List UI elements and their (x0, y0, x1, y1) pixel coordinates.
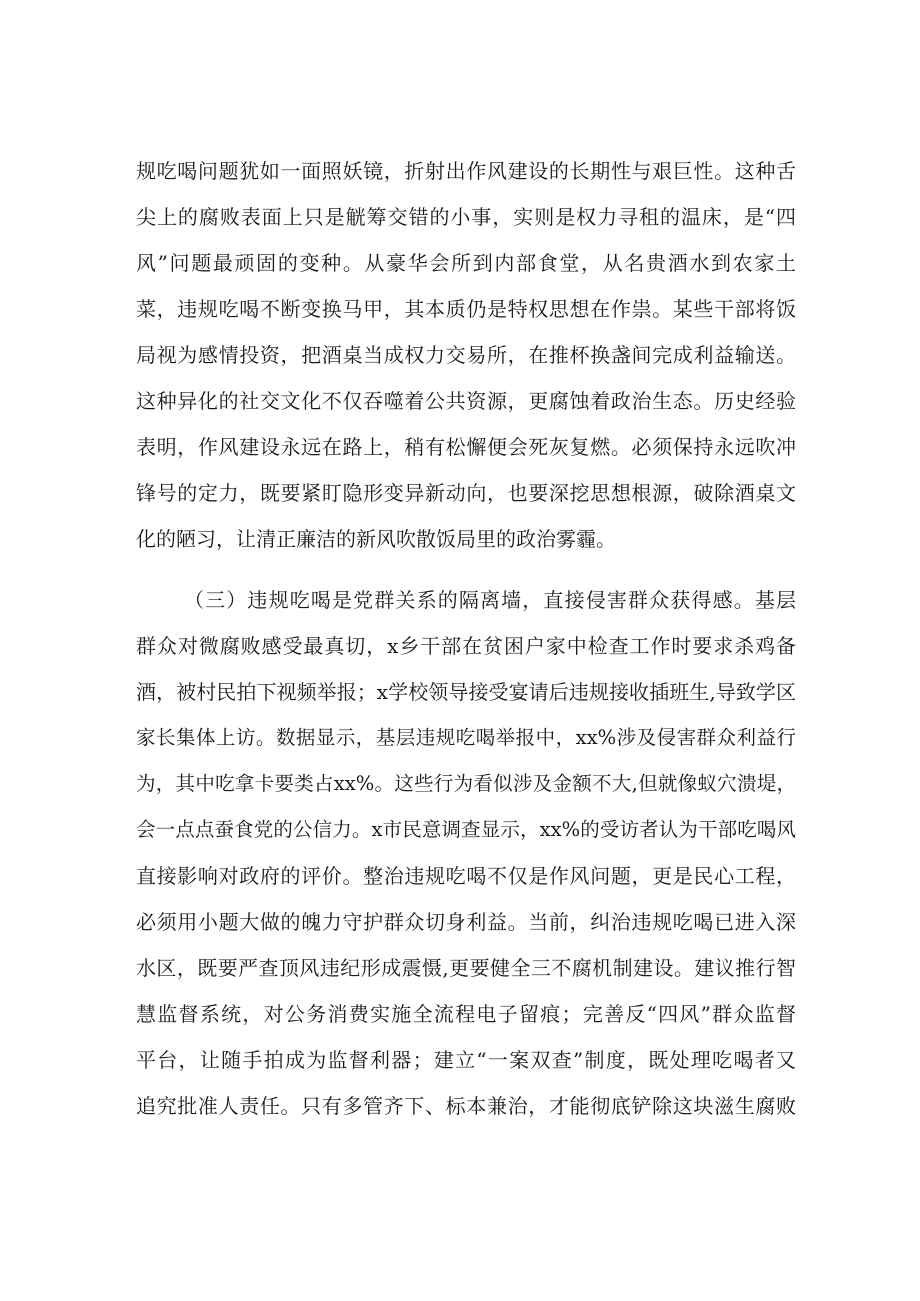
paragraph-2-line-4: 家长集体上访。数据显示，基层违规吃喝举报中，xx%涉及侵害群众利益行 (136, 726, 796, 749)
paragraph-2-line-2: 群众对微腐败感受最真切，x乡干部在贫困户家中检查工作时要求杀鸡备 (136, 634, 796, 658)
paragraph-2-line-3: 酒，被村民拍下视频举报；x学校领导接受宴请后违规接收插班生,导致学区 (136, 680, 796, 704)
paragraph-2-line-8: 必须用小题大做的魄力守护群众切身利益。当前，纠治违规吃喝已进入深 (136, 910, 796, 934)
paragraph-2-line-10: 慧监督系统，对公务消费实施全流程电子留痕；完善反“四风”群众监督 (136, 1002, 796, 1026)
paragraph-2-line-11: 平台，让随手拍成为监督利器；建立“一案双查”制度，既处理吃喝者又 (136, 1048, 796, 1072)
paragraph-2-line-9: 水区，既要严查顶风违纪形成震慑,更要健全三不腐机制建设。建议推行智 (136, 956, 796, 980)
paragraph-1-line-4: 菜，违规吃喝不断变换马甲，其本质仍是特权思想在作祟。某些干部将饭 (136, 297, 796, 321)
paragraph-2-line-5: 为，其中吃拿卡要类占xx%。这些行为看似涉及金额不大,但就像蚁穴溃堤， (136, 772, 796, 795)
paragraph-1-line-1: 规吃喝问题犹如一面照妖镜，折射出作风建设的长期性与艰巨性。这种舌 (136, 159, 796, 183)
paragraph-1-line-8: 锋号的定力，既要紧盯隐形变异新动向，也要深挖思想根源，破除酒桌文 (136, 481, 796, 505)
paragraph-1-line-9: 化的陋习，让清正廉洁的新风吹散饭局里的政治雾霾。 (136, 527, 616, 551)
paragraph-1-line-5: 局视为感情投资，把酒桌当成权力交易所，在推杯换盏间完成利益输送。 (136, 343, 796, 367)
paragraph-2-line-12: 追究批准人责任。只有多管齐下、标本兼治，才能彻底铲除这块滋生腐败 (136, 1094, 796, 1118)
paragraph-2-line-1: （三）违规吃喝是党群关系的隔离墙，直接侵害群众获得感。基层 (184, 588, 796, 612)
paragraph-1-line-2: 尖上的腐败表面上只是觥筹交错的小事，实则是权力寻租的温床，是“四 (136, 205, 796, 229)
paragraph-1-line-3: 风”问题最顽固的变种。从豪华会所到内部食堂，从名贵酒水到农家土 (136, 251, 796, 275)
paragraph-2-line-7: 直接影响对政府的评价。整治违规吃喝不仅是作风问题，更是民心工程， (136, 864, 796, 888)
paragraph-2-line-6: 会一点点蚕食党的公信力。x市民意调查显示，xx%的受访者认为干部吃喝风 (136, 818, 796, 841)
paragraph-1-line-6: 这种异化的社交文化不仅吞噬着公共资源，更腐蚀着政治生态。历史经验 (136, 389, 796, 413)
paragraph-1-line-7: 表明，作风建设永远在路上，稍有松懈便会死灰复燃。必须保持永远吹冲 (136, 435, 796, 459)
